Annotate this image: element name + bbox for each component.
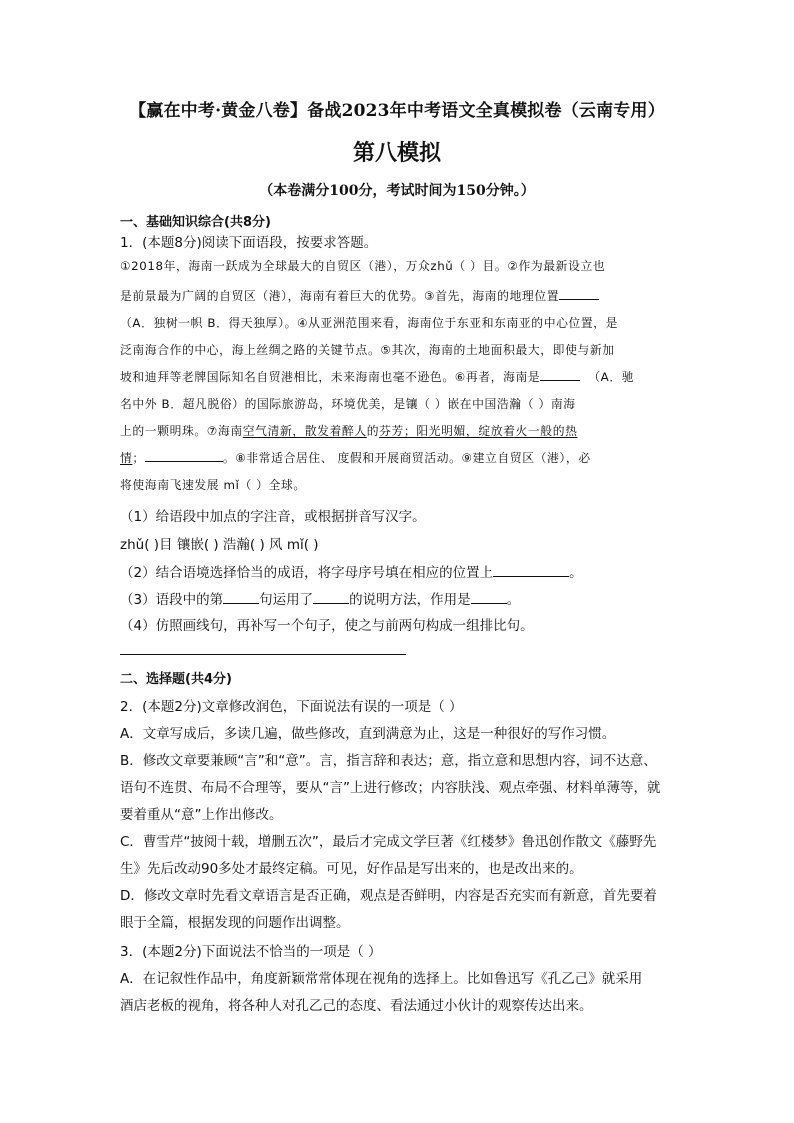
passage-line-5-text: 坡和迪拜等老牌国际知名自贸港相比，未来海南也毫不逊色。⑥再者，海南是 [120,370,541,384]
section-2-heading: 二、选择题(共4分) [120,672,232,687]
passage-line-8 [120,449,591,466]
passage-line-7 [120,422,578,439]
parallel-sentence-blank[interactable] [145,449,223,462]
passage-line-5-tail: （A．驰 [588,370,635,384]
sub-question-3-a: （3）语段中的第 [120,592,224,608]
effect-blank[interactable] [471,591,507,604]
q3-option-a-2: 酒店老板的视角，将各种人对孔乙己的态度、看法通过小伙计的观察传达出来。 [120,998,593,1014]
exam-note: （本卷满分100分，考试时间为150分钟。） [259,183,535,199]
passage-line-1: ①2018年，海南一跃成为全球最大的自贸区（港），万众zhǔ（ ）目。②作为最新设立也 [120,259,606,273]
q3-option-a-1: A．在记叙性作品中，角度新颖常常体现在视角的选择上。比如鲁迅写《孔乙己》就采用 [120,971,643,987]
idiom-blank-2[interactable] [540,368,580,381]
sub-question-2: （2）结合语境选择恰当的成语，将字母序号填在相应的位置上 。 [120,565,583,581]
passage-line-2 [120,287,599,304]
sub-question-3-b: 句运用了 [259,592,314,608]
passage-line-7-b: 的 [366,424,380,438]
idiom-blank-1[interactable] [559,287,599,300]
passage-line-7-a: 上的一颗明珠。⑦海南 [120,424,243,438]
exam-subtitle: 第八模拟 [352,140,441,166]
question-3-stem: 3．(本题2分)下面说法不恰当的一项是（ ） [120,944,382,960]
sub-question-3-c: 的说明方法，作用是 [349,592,471,608]
q2-option-a: A．文章写成后，多读几遍，做些修改，直到满意为止，这是一种很好的写作习惯。 [120,726,616,742]
sentence-number-blank[interactable] [223,591,259,604]
sub-question-1: （1）给语段中加点的字注音，或根据拼音写汉字。 [120,509,426,525]
q2-option-d-1: D．修改文章时先看文章语言是否正确，观点是否鲜明，内容是否充实而有新意，首先要着 [120,888,657,904]
q2-option-c-1: C．曹雪芹“披阅十载，增删五次”，最后才完成文学巨著《红楼梦》鲁迅创作散文《藤野先 [120,834,657,850]
method-blank[interactable] [313,591,349,604]
sub-question-1-items: zhǔ( )目 镶嵌( ) 浩瀚( ) 风 mǐ( ) [120,537,319,553]
underlined-sentence-1: 空气清新，散发着醉人 [242,424,367,438]
q2-option-d-2: 眼于全篇，根据发现的问题作出调整。 [120,915,350,931]
q2-option-c-2: 生》先后改动90多处才最终定稿。可见，好作品是写出来的，也是改出来的。 [120,861,583,877]
passage-line-9: 将使海南飞速发展 mǐ（ ）全球。 [120,478,306,492]
passage-line-2-text: 是前景最为广阔的自贸区（港），海南有着巨大的优势。③首先，海南的地理位置 [120,289,560,303]
passage-line-6: 名中外 B．超凡脱俗）的国际旅游岛，环境优美，是镶（ ）嵌在中国浩瀚（ ）南海 [120,397,576,411]
sub-question-3: （3）语段中的第 句运用了 的说明方法，作用是 。 [120,592,521,608]
passage-line-8-b: 。⑧非常适合居住、 度假和开展商贸活动。⑨建立自贸区（港），必 [222,451,591,465]
passage-line-3: （A．独树一帜 B．得天独厚）。④从亚洲范围来看，海南位于东亚和东南亚的中心位置，是 [120,316,619,330]
passage-line-4: 泛南海合作的中心，海上丝绸之路的关键节点。⑤其次，海南的土地面积最大，即使与新加 [120,343,615,357]
answer-line[interactable] [120,654,406,655]
section-1-heading: 一、基础知识综合(共8分) [120,215,271,230]
q2-option-b-2: 语句不连贯、布局不合理等，要从“言”上进行修改；内容肤浅、观点牵强、材料单薄等，就 [120,780,661,796]
underlined-end: 情 [120,451,133,465]
underlined-sentence-2: 芬芳；阳光明媚，绽放着火一般的热 [379,424,578,438]
question-1-stem: 1．(本题8分)阅读下面语段，按要求答题。 [120,235,378,251]
q2-option-b-1: B．修改文章要兼顾“言”和“意”。言，指言辞和表达；意，指立意和思想内容，词不达意、 [120,753,657,769]
exam-title: 【赢在中考·黄金八卷】备战2023年中考语文全真模拟卷（云南专用） [129,101,665,121]
sub-question-4: （4）仿照画线句，再补写一个句子，使之与前两句构成一组排比句。 [120,618,534,634]
sub-question-2-text: （2）结合语境选择恰当的成语，将字母序号填在相应的位置上 [120,565,494,581]
passage-line-5 [120,368,634,385]
passage-line-8-a: ； [132,451,145,465]
question-2-stem: 2．(本题2分)文章修改润色，下面说法有误的一项是（ ） [120,699,463,715]
q2-option-b-3: 要着重从“意”上作出修改。 [120,807,283,823]
sub-question-2-blank[interactable] [493,564,569,577]
